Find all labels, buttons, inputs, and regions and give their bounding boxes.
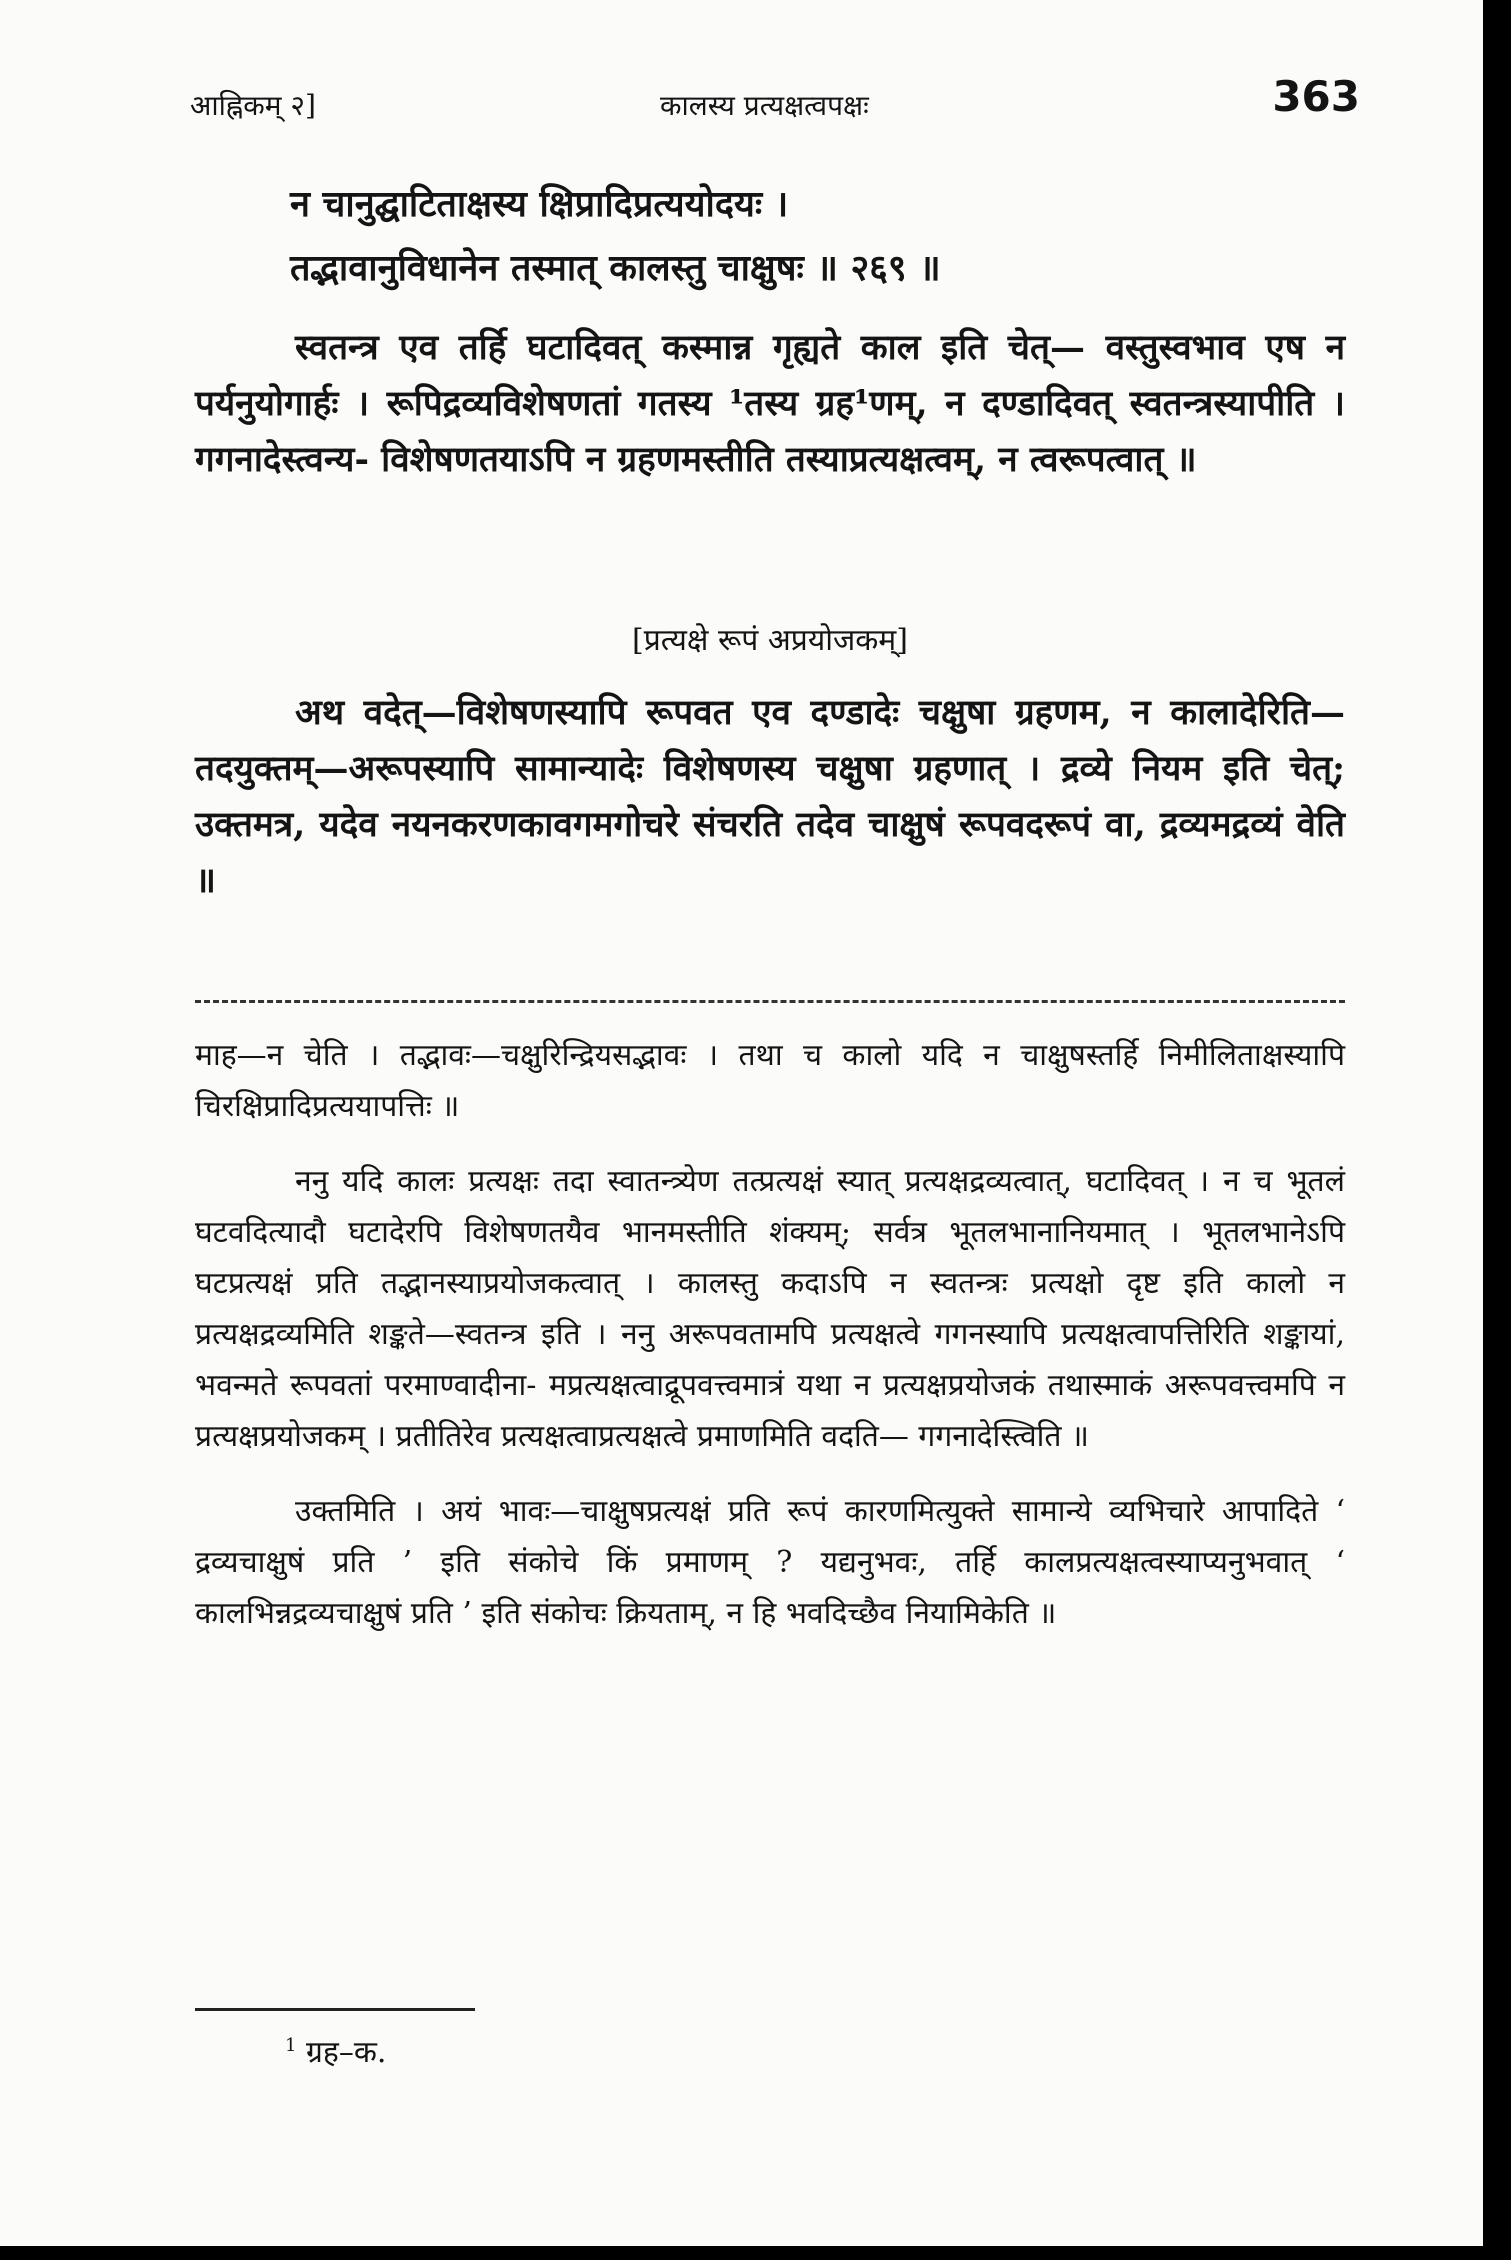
dashed-divider [195,1000,1345,1003]
chapter-label: आह्निकम् २] [190,89,316,122]
footnote [285,2030,386,2071]
section-heading: [प्रत्यक्षे रूपं अप्रयोजकम्] [632,623,908,658]
footnote-marker: 1 [285,2035,297,2056]
footnote-text: ग्रह–क. [306,2035,387,2070]
verse-line-1: न चानुद्घाटिताक्षस्य क्षिप्रादिप्रत्ययोदयः । [290,183,789,225]
commentary-paragraph-1: माह—न चेति । तद्भावः—चक्षुरिन्द्रियसद्भावः । तथा च कालो यदि न चाक्षुषस्तर्हि निमीलिताक्षस्यापि चिरक्षिप्रादिप्रत्ययापत्तिः ॥ [195,1038,1345,1124]
scan-edge-bottom [0,2246,1511,2260]
bhashya-paragraph-1 [195,320,1345,488]
verse-karika [290,178,1340,306]
running-head [190,72,1360,142]
scan-edge-right [1483,0,1511,2260]
commentary-paragraph-3: उक्तमिति । अयं भावः—चाक्षुषप्रत्यक्षं प्रति रूपं कारणमित्युक्ते सामान्ये व्यभिचारे आपादिते ‘ द्रव्यचाक्षुषं प्रति ’ इति संकोचे किं प्रमाणम् ? यद्यनुभवः, तर्हि कालप्रत्यक्षत्वस्याप्यनुभवात् ‘ कालभिन्नद्रव्यचाक्षुषं प्रति ’ इति संकोचः क्रियताम्, न हि भवदिच्छैव नियामिकेति ॥ [195,1494,1345,1631]
page-number: 363 [1272,72,1360,121]
commentary-paragraph-2: ननु यदि कालः प्रत्यक्षः तदा स्वातन्त्र्येण तत्प्रत्यक्षं स्यात् प्रत्यक्षद्रव्यत्वात्, घटादिवत् । न च भूतलं घटवदित्यादौ घटादेरपि विशेषणतयैव भानमस्तीति शंक्यम्; सर्वत्र भूतलभानानियमात् । भूतलभानेऽपि घटप्रत्यक्षं प्रति तद्भानस्याप्रयोजकत्वात् । कालस्तु कदाऽपि न स्वतन्त्रः प्रत्यक्षो दृष्ट इति कालो न प्रत्यक्षद्रव्यमिति शङ्कते—स्वतन्त्र इति । ननु अरूपवतामपि प्रत्यक्षत्वे गगनस्यापि प्रत्यक्षत्वापत्तिरिति शङ्कायां, भवन्मते रूपवतां परमाण्वादीना- मप्रत्यक्षत्वाद्रूपवत्त्वमात्रं यथा न प्रत्यक्षप्रयोजकं तथास्माकं अरूपवत्त्वमपि न प्रत्यक्षप्रयोजकम् । प्रतीतिरेव प्रत्यक्षत्वाप्रत्यक्षत्वे प्रमाणमिति वदति— गगनादेस्त्विति ॥ [195,1164,1345,1454]
bhashya-paragraph-2 [195,685,1345,909]
verse-line-2: तद्भावानुविधानेन तस्मात् कालस्तु चाक्षुषः ॥ २६९ ॥ [290,247,941,289]
commentary-block [195,1030,1345,1663]
section-title: कालस्य प्रत्यक्षत्वपक्षः [660,89,869,122]
bhashya-text-1: स्वतन्त्र एव तर्हि घटादिवत् कस्मान्न गृह्यते काल इति चेत्— वस्तुस्वभाव एष न पर्यनुयोगार्हः । रूपिद्रव्यविशेषणतां गतस्य ¹तस्य ग्रह¹णम्, न दण्डादिवत् स्वतन्त्रस्यापीति । गगनादेस्त्वन्य- विशेषणतयाऽपि न ग्रहणमस्तीति तस्याप्रत्यक्षत्वम्, न त्वरूपत्वात् ॥ [195,327,1345,480]
bhashya-text-2: अथ वदेत्—विशेषणस्यापि रूपवत एव दण्डादेः चक्षुषा ग्रहणम, न कालादेरिति—तदयुक्तम्—अरूपस्यापि सामान्यादेः विशेषणस्य चक्षुषा ग्रहणात् । द्रव्ये नियम इति चेत्; उक्तमत्र, यदेव नयनकरणकावगमगोचरे संचरति तदेव चाक्षुषं रूपवदरूपं वा, द्रव्यमद्रव्यं वेति ॥ [195,692,1345,901]
footnote-rule [195,2008,475,2011]
